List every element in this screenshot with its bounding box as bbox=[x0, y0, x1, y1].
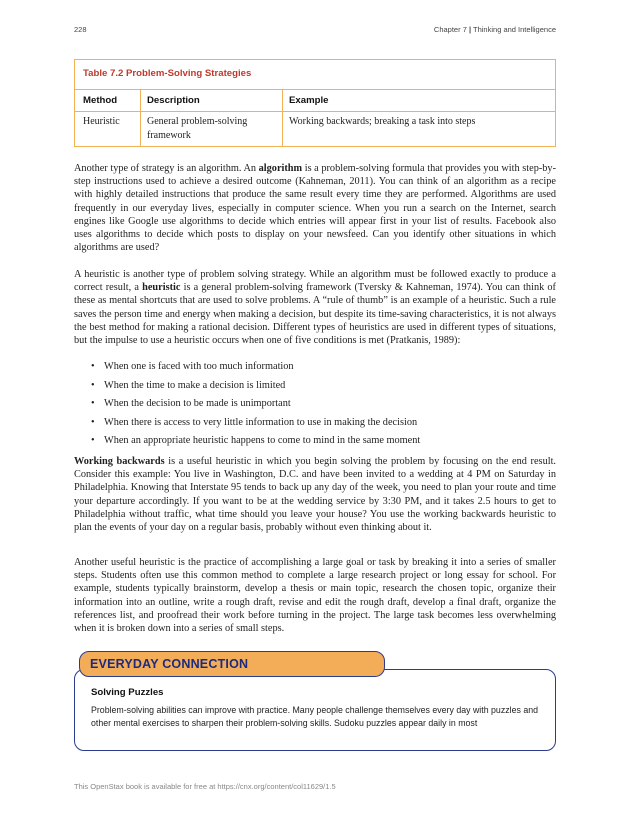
list-item-text: When one is faced with too much information bbox=[104, 361, 294, 372]
list-item bbox=[74, 379, 556, 398]
everyday-connection-heading: EVERYDAY CONNECTION bbox=[90, 657, 249, 671]
table-divider bbox=[75, 89, 555, 90]
list-item-text: When the decision to be made is unimportant bbox=[104, 398, 291, 409]
running-head bbox=[434, 25, 556, 34]
paragraph-heuristic bbox=[74, 268, 556, 347]
key-term: algorithm bbox=[258, 163, 303, 174]
list-item-text: When the time to make a decision is limited bbox=[104, 379, 286, 391]
list-item bbox=[74, 434, 556, 453]
text-run: is a general problem-solving framework (Tversky & Kahneman, 1974). You can think of these as mental shortcuts that are used to solve problems. A “rule of thumb” is an example of a heuristic. Such a rule saves the person time and energy when making a decision, but despite its time-saving characteristics, it is not always the best method for making a rational decision. Different types of heuristics are used in different types of situations, but the impulse to use a heuristic occurs when one of five conditions is met (Pratkanis, 1989): bbox=[74, 282, 556, 347]
everyday-text: Problem-solving abilities can improve with practice. Many people challenge themselves every day with puzzles and other mental exercises to sharpen their problem-solving skills. Sudoku puzzles appear daily in most bbox=[91, 705, 538, 728]
key-term: Working backwards bbox=[74, 456, 165, 467]
page-number: 228 bbox=[74, 25, 87, 34]
table-column-divider bbox=[282, 89, 283, 146]
text-run: A heuristic is another type of problem solving strategy. While an algorithm must be followed exactly to produce a correct result, a bbox=[74, 269, 556, 294]
table-title: Table 7.2 Problem-Solving Strategies bbox=[83, 68, 252, 79]
strategies-table bbox=[74, 59, 556, 147]
paragraph-working-backwards bbox=[74, 455, 556, 534]
chapter-label: Chapter 7 bbox=[433, 25, 467, 34]
table-divider bbox=[75, 111, 555, 112]
table-cell-example: Working backwards; breaking a task into steps bbox=[289, 116, 476, 127]
bullet-icon: • bbox=[91, 379, 95, 391]
table-header-example: Example bbox=[289, 95, 329, 106]
table-header-method: Method bbox=[83, 95, 118, 106]
section-label: Thinking and Intelligence bbox=[473, 25, 556, 34]
text-run: Another useful heuristic is the practice of accomplishing a large goal or task by breaking it into a series of smaller steps. Students often use this common method to complete a large research project or long essay for school. For example, students typically brainstorm, develop a thesis or main topic, research the chosen topic, organize their information into an outline, write a rough draft, revise and edit the rough draft, develop a final draft, organize the references list, and proofread their work before turning in the project. The large task becomes less overwhelming when it is broken down into a series of small steps. bbox=[74, 557, 556, 635]
bullet-icon: • bbox=[91, 361, 95, 372]
list-item-text: When an appropriate heuristic happens to come to mind in the same moment bbox=[104, 435, 421, 446]
key-term: heuristic bbox=[142, 282, 181, 294]
paragraph-small-steps bbox=[74, 556, 556, 635]
table-cell-method: Heuristic bbox=[83, 116, 120, 127]
list-item bbox=[74, 397, 556, 416]
page-header bbox=[74, 25, 556, 39]
header-separator: | bbox=[468, 25, 472, 34]
table-cell-description: General problem-solving framework bbox=[147, 116, 248, 141]
text-run: Another type of strategy is an algorithm. An bbox=[74, 163, 259, 174]
list-item bbox=[74, 360, 556, 379]
everyday-subtitle: Solving Puzzles bbox=[91, 687, 164, 698]
conditions-list bbox=[74, 360, 556, 453]
everyday-connection-tab bbox=[79, 651, 385, 677]
page-footer: This OpenStax book is available for free at https://cnx.org/content/col11629/1.5 bbox=[74, 782, 336, 791]
table-header-description: Description bbox=[147, 95, 200, 106]
bullet-icon: • bbox=[91, 435, 95, 446]
bullet-icon: • bbox=[91, 398, 95, 409]
list-item bbox=[74, 416, 556, 435]
text-run: is a problem-solving formula that provides you with step-by-step instructions used to achieve a desired outcome (Kahneman, 2011). You can think of an algorithm as a recipe with highly detailed instructions that produce the same result every time they are performed. Algorithms are used frequently in our everyday lives, especially in computer science. When you run a search on the Internet, search engines like Google use algorithms to decide which entries will appear first in your list of results. Facebook also uses algorithms to decide which posts to display on your newsfeed. Can you identify other situations in which algorithms are used? bbox=[74, 163, 556, 254]
list-item-text: When there is access to very little information to use in making the decision bbox=[104, 416, 418, 428]
text-run: is a useful heuristic in which you begin solving the problem by focusing on the end result. Consider this example: You live in Washington, D.C. and have been invited to a wedding at 4 PM on Saturday in Philadelphia. Knowing that Interstate 95 tends to back up any day of the week, you need to plan your route and time your departure accordingly. If you want to be at the wedding service by 3:30 PM, and it takes 2.5 hours to get to Philadelphia without traffic, what time should you leave your house? You use the working backwards heuristic to plan the events of your day on a regular basis, probably without even thinking about it. bbox=[74, 456, 557, 534]
bullet-icon: • bbox=[91, 416, 95, 428]
paragraph-algorithm bbox=[74, 162, 556, 254]
table-column-divider bbox=[140, 89, 141, 146]
